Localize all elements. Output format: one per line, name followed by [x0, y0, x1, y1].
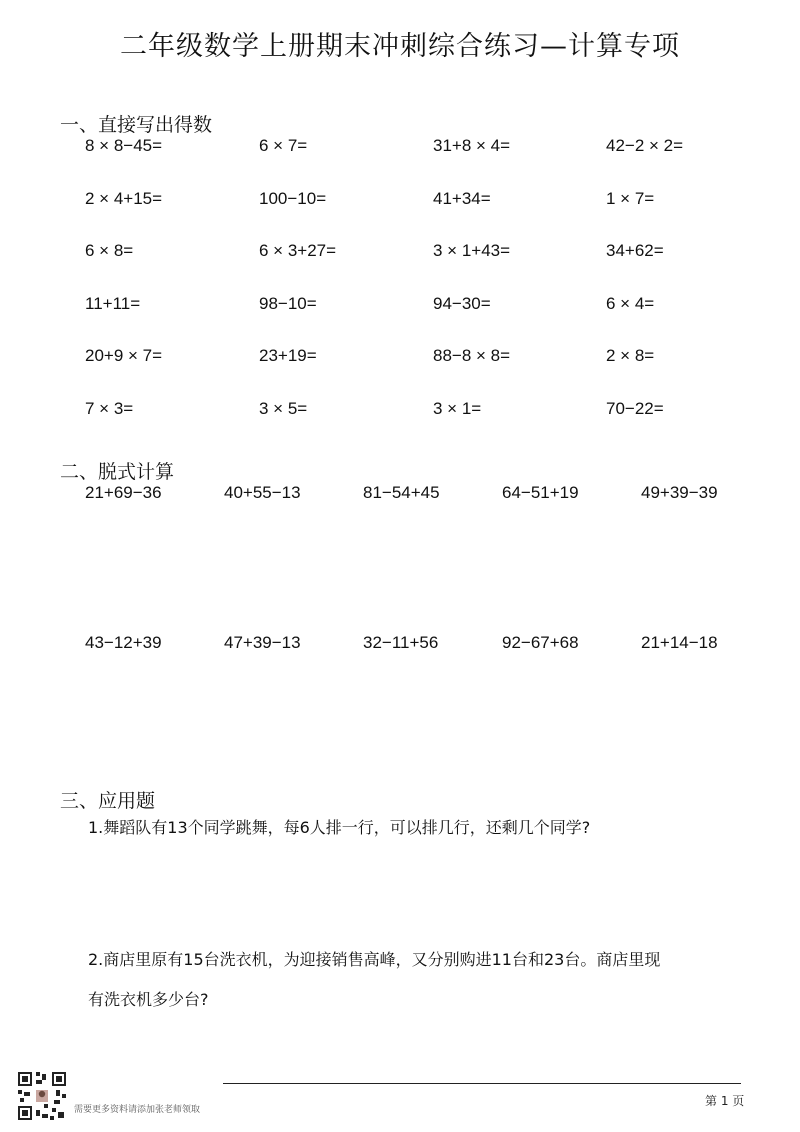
exercise: 3 × 1= [433, 398, 482, 418]
exercise: 88−8 × 8= [433, 346, 511, 366]
exercise: 3 × 5= [259, 398, 308, 418]
section-2-heading: 二、脱式计算 [60, 461, 175, 483]
exercise: 100−10= [259, 188, 327, 208]
exercise: 21+69−36 [85, 483, 162, 502]
exercise: 2 × 8= [606, 346, 655, 366]
exercise: 6 × 8= [85, 241, 134, 261]
exercise: 8 × 8−45= [85, 136, 163, 155]
page-title: 二年级数学上册期末冲刺综合练习—计算专项 [120, 31, 680, 62]
exercise: 6 × 7= [259, 136, 308, 155]
mental-math-grid [85, 136, 785, 452]
exercise: 6 × 4= [606, 293, 655, 313]
grid-row [85, 136, 785, 189]
exercise: 81−54+45 [363, 483, 440, 502]
exercise: 92−67+68 [502, 633, 579, 652]
exercise: 7 × 3= [85, 398, 134, 418]
exercise: 49+39−39 [641, 483, 718, 502]
section-3-heading: 三、应用题 [60, 790, 156, 812]
exercise: 94−30= [433, 293, 491, 313]
footer-divider [223, 1083, 741, 1084]
word-problem-1: 1.舞蹈队有13个同学跳舞，每6人排一行，可以排几行，还剩几个同学? [88, 818, 591, 837]
exercise: 42−2 × 2= [606, 136, 684, 155]
word-problem-2-line-2: 有洗衣机多少台? [88, 990, 209, 1009]
exercise: 11+11= [85, 293, 141, 313]
qr-caption: 需要更多资料请添加张老师领取 [74, 1105, 201, 1115]
exercise: 64−51+19 [502, 483, 579, 502]
exercise: 32−11+56 [363, 633, 439, 652]
word-problem-2-line-1: 2.商店里原有15台洗衣机，为迎接销售高峰，又分别购进11台和23台。商店里现 [88, 950, 661, 969]
exercise: 6 × 3+27= [259, 241, 337, 261]
grid-row [85, 241, 785, 294]
exercise: 1 × 7= [606, 188, 655, 208]
exercise: 40+55−13 [224, 483, 301, 502]
exercise: 34+62= [606, 241, 664, 261]
exercise: 70−22= [606, 398, 664, 418]
qr-code-icon [16, 1070, 68, 1122]
section-1-heading: 一、直接写出得数 [60, 114, 213, 136]
exercise: 98−10= [259, 293, 317, 313]
exercise: 3 × 1+43= [433, 241, 511, 261]
exercise: 20+9 × 7= [85, 346, 163, 366]
grid-row [85, 189, 785, 242]
grid-row [85, 399, 785, 452]
exercise: 41+34= [433, 188, 491, 208]
grid-row [85, 346, 785, 399]
exercise: 31+8 × 4= [433, 136, 511, 155]
exercise: 2 × 4+15= [85, 188, 163, 208]
exercise: 43−12+39 [85, 633, 162, 652]
exercise: 47+39−13 [224, 633, 301, 652]
exercise: 23+19= [259, 346, 317, 366]
grid-row [85, 294, 785, 347]
exercise: 21+14−18 [641, 633, 718, 652]
page-number: 第 1 页 [705, 1094, 745, 1108]
